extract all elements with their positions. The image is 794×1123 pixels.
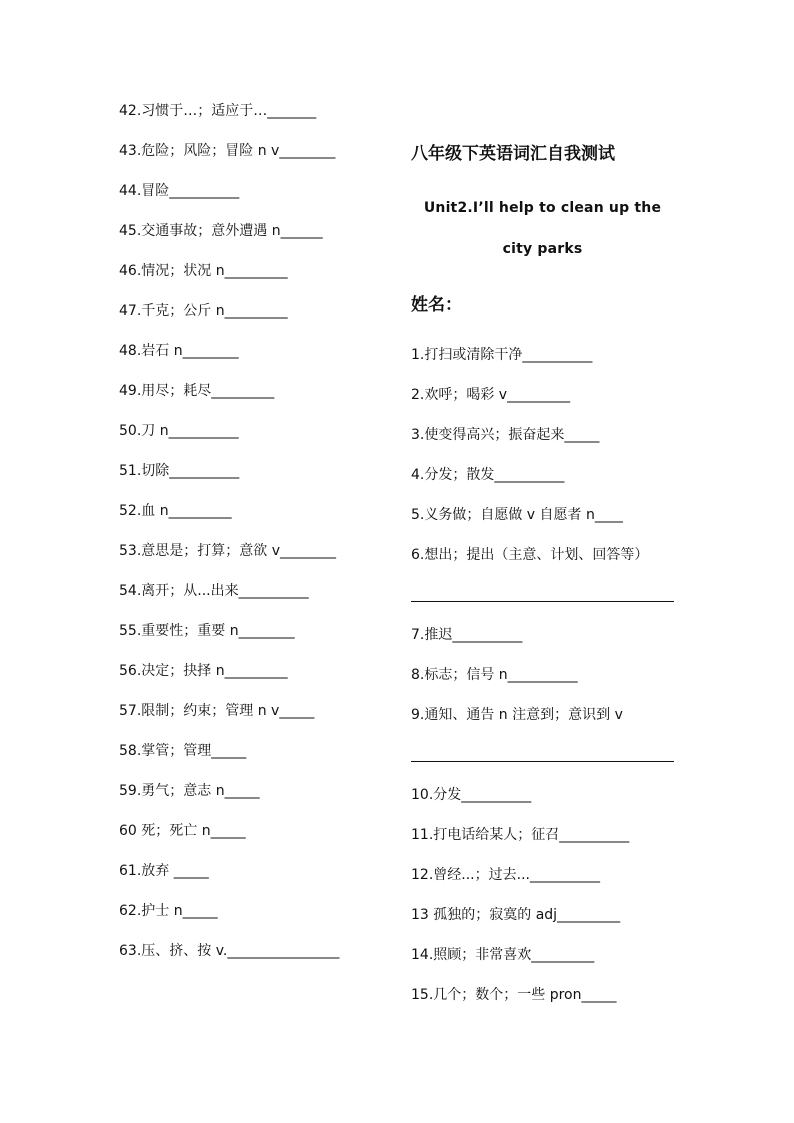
vocab-item-45: 45.交通事故；意外遭遇 n______	[119, 223, 323, 239]
vocab-item-3: 3.使变得高兴；振奋起来_____	[411, 427, 600, 443]
vocab-item-2: 2.欢呼；喝彩 v_________	[411, 387, 571, 403]
vocab-item-5: 5.义务做；自愿做 v 自愿者 n____	[411, 507, 623, 523]
worksheet-title: 八年级下英语词汇自我测试	[411, 144, 615, 164]
vocab-item-8: 8.标志；信号 n__________	[411, 667, 578, 683]
vocab-item-60: 60 死；死亡 n_____	[119, 823, 246, 839]
vocab-item-42: 42.习惯于…；适应于…_______	[119, 103, 317, 119]
vocab-item-4: 4.分发；散发__________	[411, 467, 565, 483]
vocab-item-62: 62.护士 n_____	[119, 903, 218, 919]
student-name-label: 姓名：	[411, 295, 462, 315]
vocab-item-44: 44.冒险__________	[119, 183, 240, 199]
answer-line-6	[411, 601, 674, 602]
vocab-item-1: 1.打扫或清除干净__________	[411, 347, 593, 363]
vocab-item-49: 49.用尽；耗尽_________	[119, 383, 275, 399]
vocab-item-59: 59.勇气；意志 n_____	[119, 783, 260, 799]
vocab-item-55: 55.重要性；重要 n________	[119, 623, 295, 639]
unit-title-line-2: city parks	[502, 241, 583, 257]
vocab-item-7: 7.推迟__________	[411, 627, 523, 643]
unit-title-line-1: Unit2.I’ll help to clean up the	[423, 200, 662, 216]
left-column	[119, 101, 389, 981]
vocab-item-51: 51.切除__________	[119, 463, 240, 479]
vocab-item-13: 13 孤独的；寂寞的 adj_________	[411, 907, 621, 923]
vocab-item-46: 46.情况；状况 n_________	[119, 263, 288, 279]
vocab-item-61: 61.放弃 _____	[119, 863, 209, 879]
vocab-item-54: 54.离开；从...出来__________	[119, 583, 309, 599]
answer-line-9	[411, 761, 674, 762]
vocab-item-11: 11.打电话给某人；征召__________	[411, 827, 630, 843]
vocab-item-14: 14.照顾；非常喜欢_________	[411, 947, 595, 963]
vocab-item-52: 52.血 n_________	[119, 503, 232, 519]
vocab-item-56: 56.决定；抉择 n_________	[119, 663, 288, 679]
vocab-item-15: 15.几个；数个；一些 pron_____	[411, 987, 617, 1003]
vocab-item-48: 48.岩石 n________	[119, 343, 239, 359]
vocab-item-10: 10.分发__________	[411, 787, 532, 803]
vocab-item-53: 53.意思是；打算；意欲 v________	[119, 543, 336, 559]
vocab-item-57: 57.限制；约束；管理 n v_____	[119, 703, 315, 719]
vocab-item-63: 63.压、挤、按 v.________________	[119, 943, 340, 959]
vocab-item-58: 58.掌管；管理_____	[119, 743, 247, 759]
vocab-item-12: 12.曾经...；过去...__________	[411, 867, 600, 883]
vocab-item-6: 6.想出；提出（主意、计划、回答等）	[411, 547, 649, 563]
vocab-item-43: 43.危险；风险；冒险 n v________	[119, 143, 336, 159]
vocab-item-50: 50.刀 n__________	[119, 423, 239, 439]
vocab-item-47: 47.千克；公斤 n_________	[119, 303, 288, 319]
vocab-item-9: 9.通知、通告 n 注意到；意识到 v	[411, 707, 623, 723]
